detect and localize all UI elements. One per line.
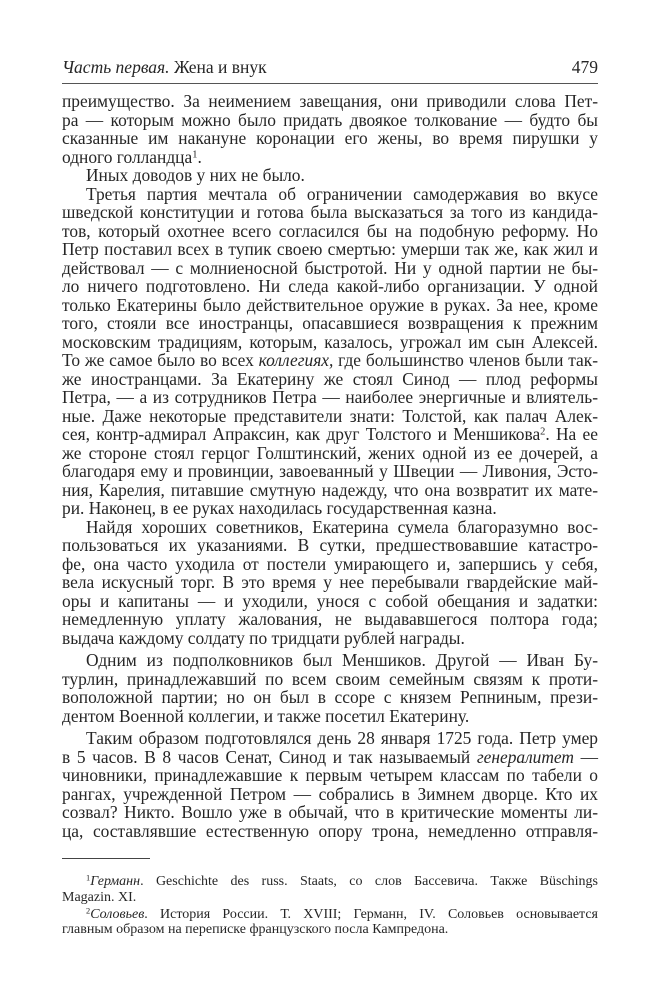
text-segment: немедленную уплату жалования, не выдававшегося полтора года;	[62, 609, 598, 629]
text-line	[62, 688, 598, 707]
text-line	[62, 185, 598, 204]
text-segment: преимущество. За неимением завещания, они приводили слова Пет-	[62, 91, 598, 111]
text-segment: ри. Наконец, в ее руках находилась государственная казна.	[62, 498, 497, 518]
text-line	[62, 351, 598, 370]
footnote	[62, 874, 598, 906]
text-line	[62, 277, 598, 296]
text-segment: ные. Даже некоторые представители знати: Толстой, как палач Алек-	[62, 405, 598, 426]
text-line	[62, 670, 598, 689]
text-line	[62, 388, 598, 407]
text-line	[62, 707, 598, 726]
paragraph	[62, 518, 598, 648]
text-segment: только Екатерины было действительное оружие в руках. За нее, кроме	[62, 294, 598, 315]
footnote-marker: 2	[540, 426, 546, 438]
chapter-title: Жена и внук	[169, 57, 267, 77]
text-segment: оры и капитаны — и уходили, унося с собой обещания и задатки:	[62, 590, 598, 611]
text-segment: сея, контр-адмирал Апраксин, как друг Толстого и Меншикова	[62, 424, 541, 444]
text-line	[62, 259, 598, 278]
text-segment: где большинство членов были так-	[333, 350, 598, 370]
text-segment: Magazin. XI.	[62, 889, 137, 905]
text-line	[62, 785, 598, 804]
page-number: 479	[571, 57, 598, 77]
running-header	[62, 55, 598, 84]
text-segment: воположной партии; но он был в ссоре с князем Репниным, прези-	[62, 687, 598, 707]
text-segment: . Geschichte des russ. Staats, со слов Бассевича. Также Büschings	[140, 874, 598, 889]
text-line	[62, 874, 598, 890]
footnote-marker: 1	[192, 148, 198, 160]
text-segment: ра — которым можно было придать двоякое толкование — будто бы	[62, 109, 598, 130]
text-segment: рангах, учрежденной Петром — собрались в Зимнем дворце. Кто их	[62, 783, 598, 804]
text-line	[62, 129, 598, 148]
text-segment: . История России. Т. XVIII; Германн, IV. Соловьев основывается	[144, 906, 598, 922]
text-line	[62, 573, 598, 592]
text-line	[62, 907, 598, 923]
text-line	[62, 729, 598, 748]
text-segment: созвал? Никто. Вошло уже в обычай, что в критические моменты ли-	[62, 802, 598, 822]
footnotes	[62, 874, 598, 939]
text-segment: дентом Военной коллегии, и также посетил Екатерину.	[62, 705, 470, 726]
footnote-marker: 1	[86, 873, 91, 883]
text-segment: Таким образом подготовлялся день 28 января 1725 года. Петр умер	[86, 728, 598, 748]
text-segment: . На ее	[545, 424, 598, 444]
text-line	[62, 922, 598, 938]
text-segment: сказанные им накануне коронации его жены, во время пирушки у	[62, 128, 598, 148]
part-title: Часть первая.	[62, 57, 170, 77]
italic-text: генералитет	[476, 746, 574, 767]
paragraph	[62, 651, 598, 725]
text-line	[62, 148, 598, 167]
text-line	[62, 370, 598, 389]
text-line	[62, 203, 598, 222]
text-line	[62, 536, 598, 555]
text-segment: в 5 часов. В 8 часов Сенат, Синод и так называемый	[62, 746, 477, 767]
running-title	[62, 57, 267, 78]
text-line	[62, 748, 598, 767]
text-line	[62, 629, 598, 648]
text-line	[62, 444, 598, 463]
text-line	[62, 803, 598, 822]
italic-text: коллегиях,	[258, 350, 334, 370]
text-line	[62, 166, 598, 185]
footnote-divider	[62, 858, 150, 859]
text-segment: того, стояли все иностранцы, опасавшиеся возвращения к прежним	[62, 313, 598, 333]
text-segment: фе, она часто уходила от постели умирающего и, запершись у себя,	[62, 553, 598, 574]
text-line	[62, 92, 598, 111]
text-segment: Петр поставил всех в тупик своею смертью: умерши так же, как жил и	[62, 239, 598, 259]
text-segment: выдача каждому солдату по тридцати рублей награды.	[62, 627, 465, 648]
paragraph	[62, 166, 598, 185]
text-line	[62, 499, 598, 518]
paragraph	[62, 185, 598, 518]
text-line	[62, 314, 598, 333]
text-line	[62, 111, 598, 130]
text-line	[62, 240, 598, 259]
text-segment: вела искусный торг. В это время у нее перебывали гвардейские май-	[62, 572, 598, 592]
text-line	[62, 651, 598, 670]
text-line	[62, 592, 598, 611]
text-segment: же стороне стоял герцог Голштинский, жених одной из ее дочерей, а	[62, 442, 598, 463]
text-segment: тов, который охотнее всего согласился бы на подобную реформу. Но	[62, 220, 598, 241]
text-line	[62, 333, 598, 352]
text-line	[62, 822, 598, 841]
text-segment: благодаря ему и провинции, завоеванный у Швеции — Ливония, Эсто-	[62, 461, 598, 481]
italic-text: Германн	[90, 874, 141, 889]
text-segment: одного голландца	[62, 146, 193, 167]
text-segment: ца, составлявшие естественную опору трона, немедленно отправля-	[62, 820, 598, 841]
text-segment: ния, Карелия, питавшие смутную надежду, что она возвратит их мате-	[62, 479, 598, 500]
italic-text: Соловьев	[90, 906, 145, 922]
text-segment: Одним из подполковников был Меншиков. Другой — Иван Бу-	[86, 650, 598, 670]
text-line	[62, 296, 598, 315]
text-segment: Иных доводов у них не было.	[86, 165, 305, 185]
footnote	[62, 907, 598, 939]
text-segment: ло ничего подготовлено. Ни следа какой-либо организации. У одной	[62, 276, 598, 296]
text-segment: московским традициям, которым, казалось, угрожал им сын Алексей.	[62, 331, 598, 352]
text-line	[62, 610, 598, 629]
footnote-marker: 2	[86, 905, 91, 915]
text-line	[62, 222, 598, 241]
paragraph	[62, 92, 598, 166]
paragraph	[62, 729, 598, 840]
text-segment: Найдя хороших советников, Екатерина сумела благоразумно вос-	[86, 516, 598, 537]
text-segment: шведской конституции и готова была высказаться за того из кандида-	[62, 202, 598, 222]
text-segment: .	[197, 146, 202, 167]
text-segment: действовал — с молниеносной быстротой. Ни у одной партии не бы-	[62, 257, 598, 278]
text-segment: —	[573, 746, 598, 767]
text-segment: турлин, принадлежавший по всем своим семейным связям к проти-	[62, 668, 598, 689]
text-line	[62, 890, 598, 906]
text-segment: пользоваться их указаниями. В сутки, предшествовавшие катастро-	[62, 535, 598, 555]
text-segment: же иностранцами. За Екатерину же стоял Синод — плод реформы	[62, 368, 598, 389]
text-line	[62, 481, 598, 500]
text-segment: То же самое было во всех	[62, 350, 259, 370]
text-line	[62, 766, 598, 785]
body-text	[62, 92, 598, 840]
text-line	[62, 555, 598, 574]
text-line	[62, 425, 598, 444]
text-segment: чиновники, принадлежавшие к первым четырем классам по табели о	[62, 765, 598, 785]
text-line	[62, 462, 598, 481]
text-segment: Петра, — а из сотрудников Петра — наиболее энергичные и влиятель-	[62, 387, 598, 407]
text-segment: Третья партия мечтала об ограничении самодержавия во вкусе	[86, 183, 598, 204]
text-segment: главным образом на переписке французского посла Кампредона.	[62, 922, 449, 938]
text-line	[62, 518, 598, 537]
text-line	[62, 407, 598, 426]
